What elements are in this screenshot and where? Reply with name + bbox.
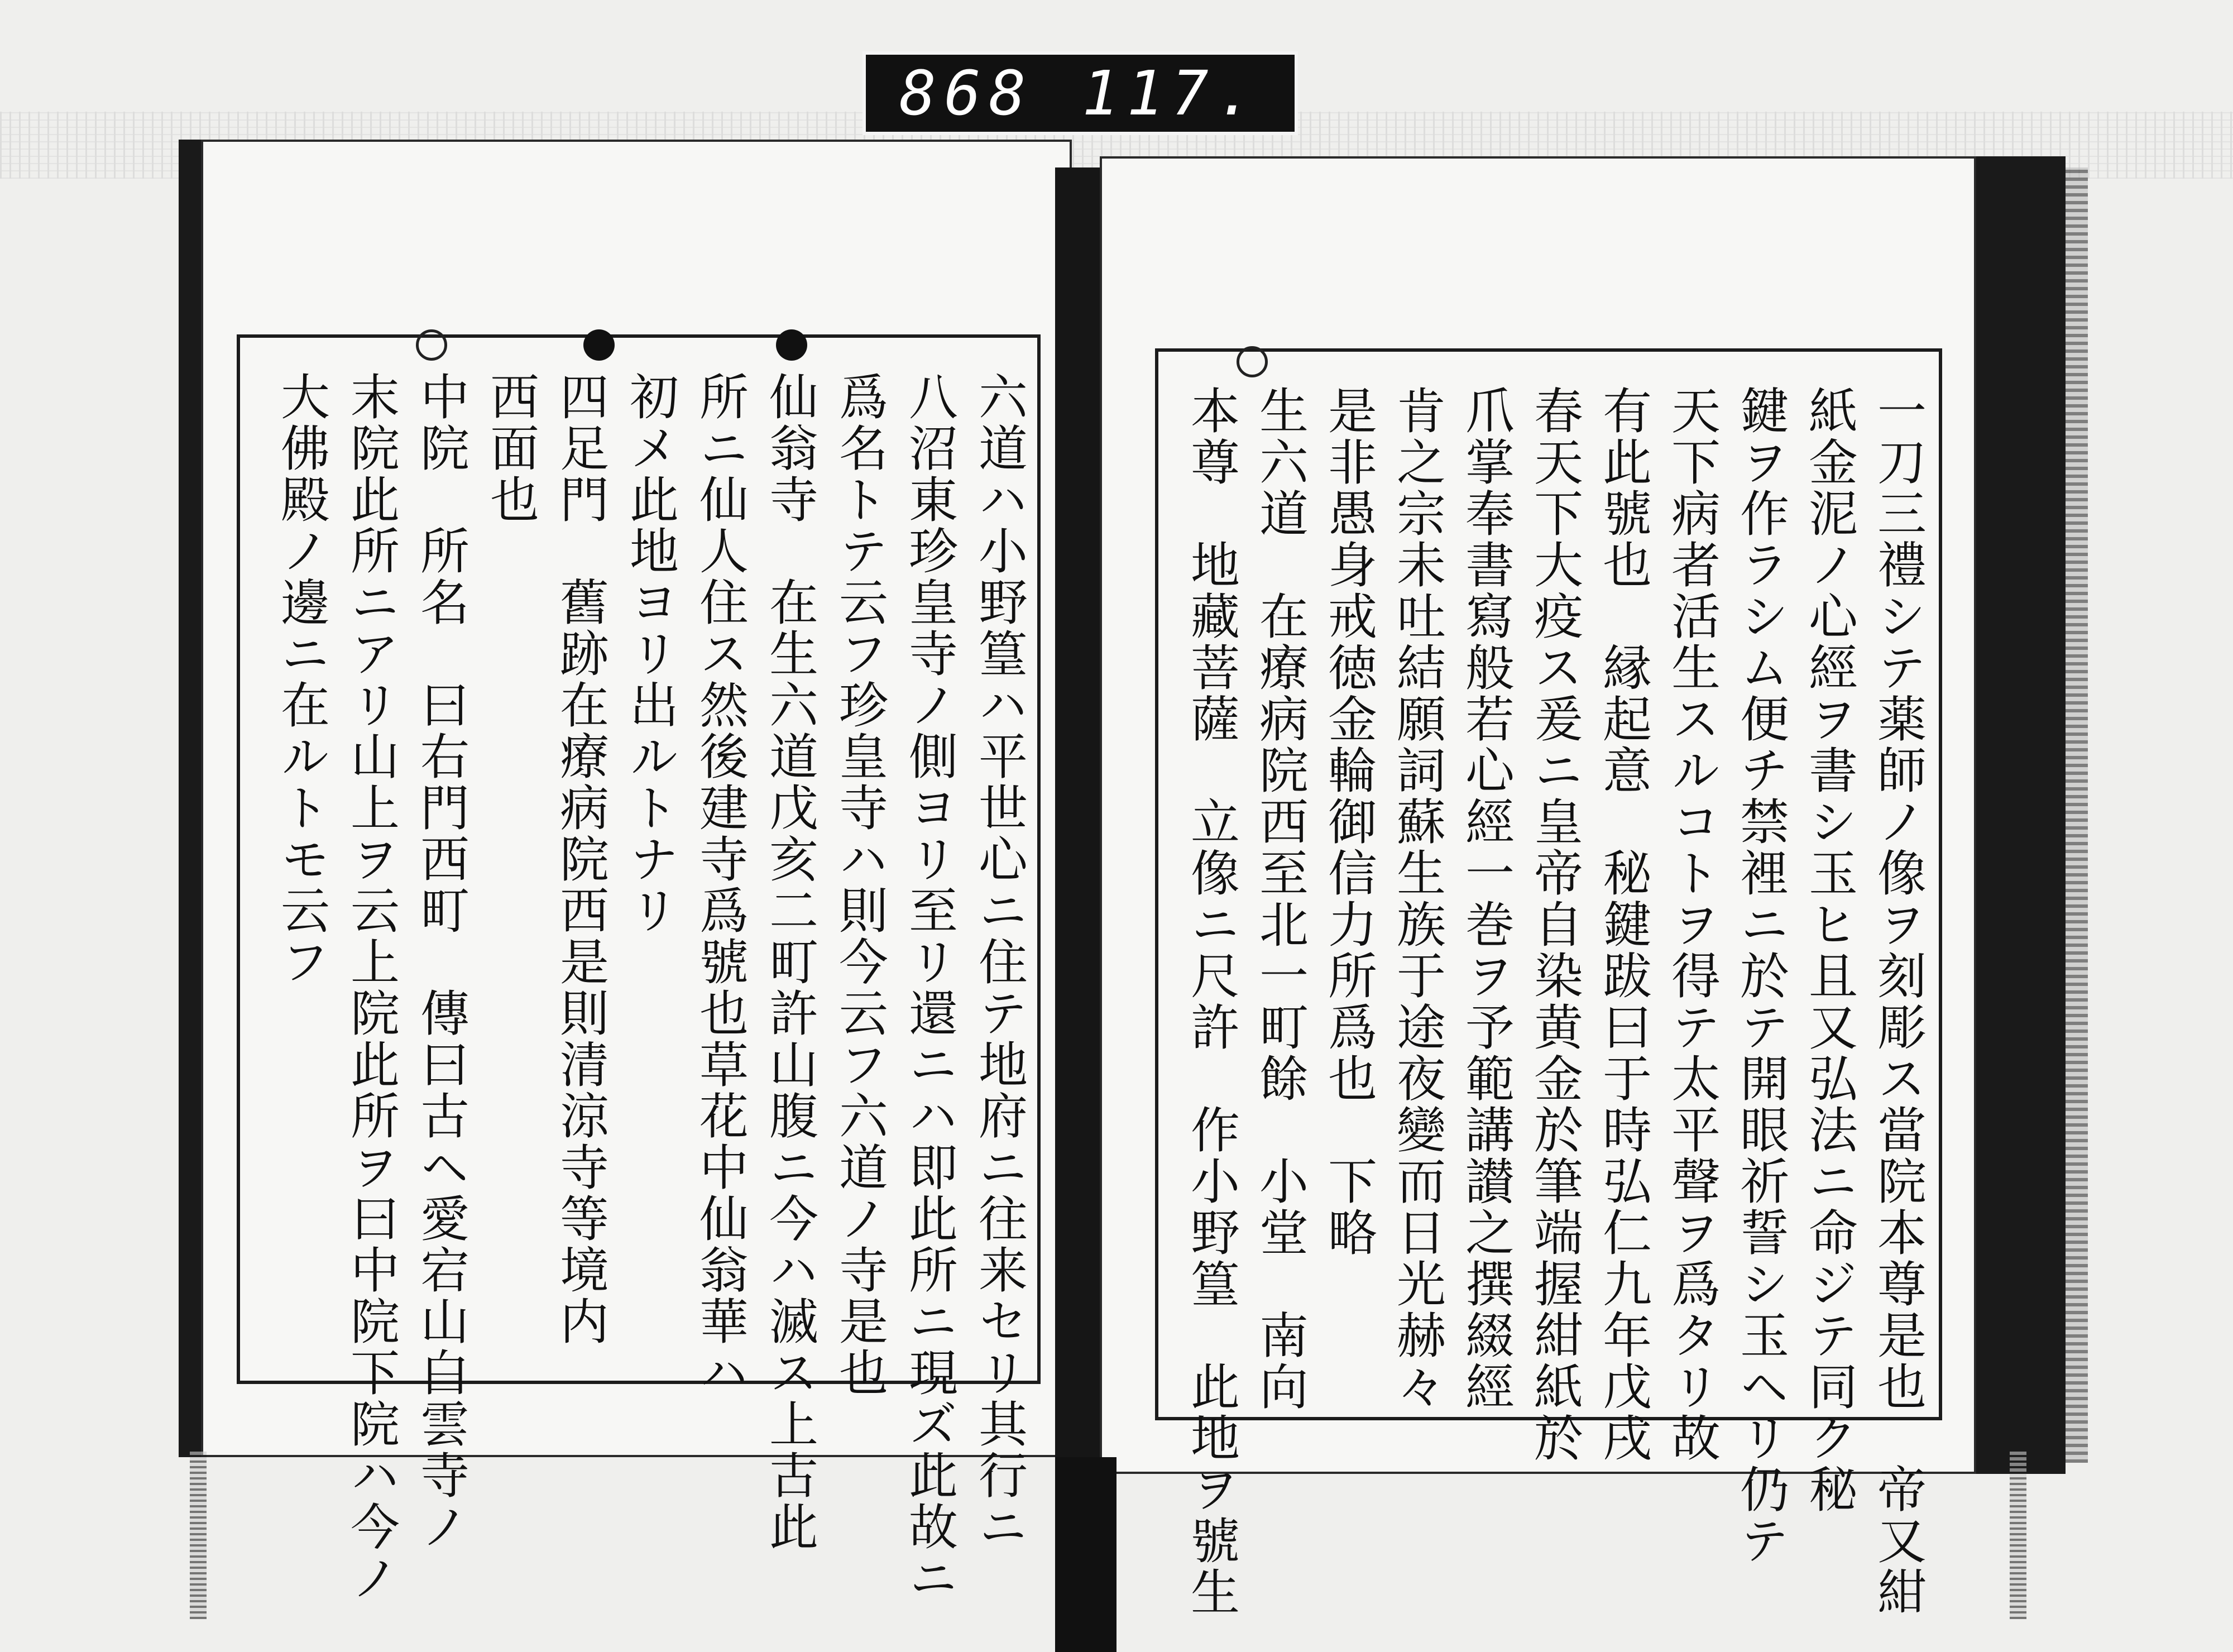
filled-circle-marker (583, 329, 615, 361)
spine-bottom-shadow (1055, 1457, 1116, 1652)
filled-circle-marker (776, 329, 807, 361)
right-column-10: 生六道 在療病院西至北一町餘 小堂 南向 (1252, 385, 1309, 1412)
left-text-frame (237, 334, 1041, 1604)
right-page (1100, 156, 1976, 1618)
left-column-4: 仙翁寺 在生六道戊亥二町許山腹ニ今ハ滅ス上古此 (761, 371, 819, 1553)
left-column-1: 六道ハ小野篁ハ平世心ニ住テ地府ニ往来セリ其行ニ (971, 371, 1028, 1553)
right-edge-strip (2010, 1452, 2026, 1619)
left-column-3: 爲名トテ云フ珍皇寺ハ則今云フ六道ノ寺是也 (831, 371, 889, 1399)
scan-label-left-number: 868 (899, 58, 1034, 129)
left-column-9: 中院 所名 曰右門西町 傳曰古ヘ愛宕山白雲寺ノ (413, 371, 470, 1553)
right-column-5: 有此號也 縁起意 秘鍵跋曰于時弘仁九年戊戌 (1595, 385, 1652, 1464)
left-column-10: 末院此所ニアリ山上ヲ云上院此所ヲ曰中院下院ハ今ノ (343, 371, 400, 1604)
scan-number-label (862, 51, 1298, 135)
open-circle-marker (1237, 346, 1268, 377)
left-column-11: 大佛殿ノ邊ニ在ルトモ云フ (273, 371, 330, 988)
left-column-6: 初メ此地ヨリ出ルトナリ (622, 371, 679, 936)
right-column-3: 鍵ヲ作ラシム便チ禁裡ニ於テ開眼祈誓シ玉ヘリ仍テ (1732, 385, 1790, 1567)
right-column-6: 春天下大疫ス爰ニ皇帝自染黄金於筆端握紺紙於 (1526, 385, 1584, 1464)
right-column-7: 爪掌奉書寫般若心經一巻ヲ予範講讃之撰綴經 (1458, 385, 1515, 1412)
page-edge-stack (2066, 167, 2088, 1463)
right-text-frame (1155, 348, 1942, 1618)
open-circle-marker (416, 329, 447, 361)
scan-label-right-number: 117. (1082, 58, 1261, 129)
right-column-4: 天下病者活生スルコトヲ得テ太平聲ヲ爲タリ故 (1664, 385, 1721, 1464)
left-column-5: 所ニ仙人住ス然後建寺爲號也草花中仙翁華ハ (692, 371, 749, 1399)
left-column-7: 四足門 舊跡在療病院西是則清涼寺等境内 (552, 371, 610, 1347)
left-column-2: 八沼東珍皇寺ノ側ヨリ至リ還ニハ即此所ニ現ズ此故ニ (901, 371, 959, 1604)
right-column-1: 一刀三禮シテ薬師ノ像ヲ刻彫ス當院本尊是也 帝又紺 (1870, 385, 1927, 1618)
left-edge-strip (190, 1452, 207, 1619)
left-column-8: 西面也 (482, 371, 540, 525)
right-column-8: 肯之宗未吐結願詞蘇生族于途夜變而日光赫々 (1389, 385, 1446, 1412)
right-column-2: 紙金泥ノ心經ヲ書シ玉ヒ且又弘法ニ命ジテ同ク秘 (1801, 385, 1858, 1515)
right-column-11: 本尊 地藏菩薩 立像ニ尺許 作小野篁 此地ヲ號生 (1183, 385, 1240, 1618)
right-column-9: 是非愚身戒徳金輪御信力所爲也 下略 (1320, 385, 1378, 1258)
left-page (201, 140, 1072, 1604)
book-edge-right (1971, 156, 2066, 1474)
